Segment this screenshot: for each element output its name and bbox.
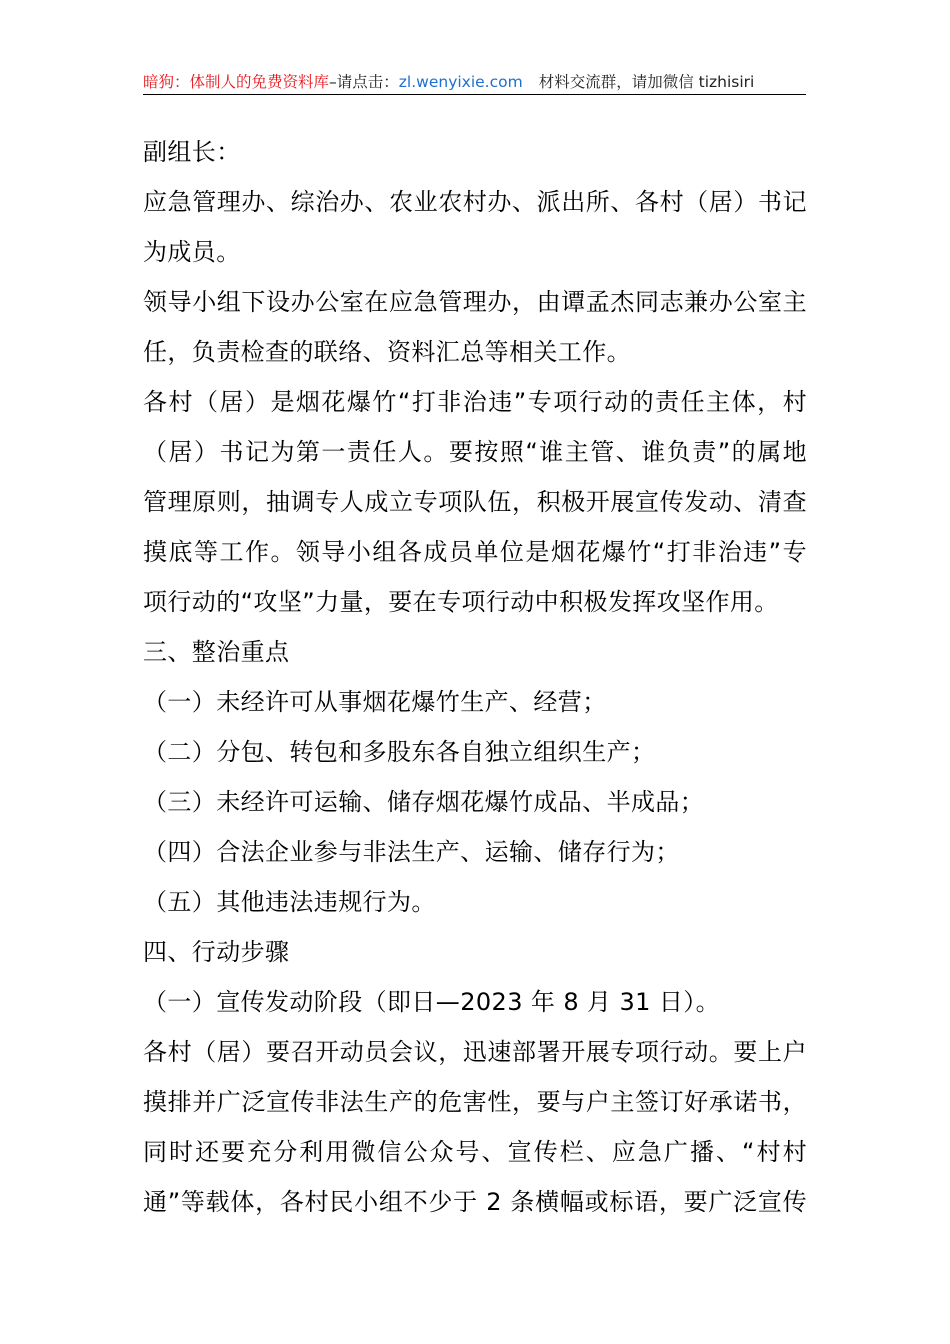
text-line: 各村（居）要召开动员会议，迅速部署开展专项行动。要上户 xyxy=(143,1038,807,1066)
list-item: （四）合法企业参与非法生产、运输、储存行为； xyxy=(143,838,680,866)
text-line: 领导小组下设办公室在应急管理办，由谭孟杰同志兼办公室主 xyxy=(143,288,807,316)
text-line: 任，负责检查的联络、资料汇总等相关工作。 xyxy=(143,338,631,366)
header-contact: 材料交流群，请加微信 tizhisiri xyxy=(538,73,755,91)
text-line: 应急管理办、综治办、农业农村办、派出所、各村（居）书记 xyxy=(143,188,807,216)
text-line: 同时还要充分利用微信公众号、宣传栏、应急广播、“村村 xyxy=(143,1138,807,1166)
header-brand: 暗狗：体制人的免费资料库 xyxy=(143,73,330,91)
section-heading: 四、行动步骤 xyxy=(143,938,290,966)
text-line: （居）书记为第一责任人。要按照“谁主管、谁负责”的属地 xyxy=(143,438,807,466)
page-header xyxy=(143,70,806,95)
text-line: 摸排并广泛宣传非法生产的危害性，要与户主签订好承诺书， xyxy=(143,1088,807,1116)
text-line: 为成员。 xyxy=(143,238,241,266)
list-item: （五）其他违法违规行为。 xyxy=(143,888,436,916)
text-line: 项行动的“攻坚”力量，要在专项行动中积极发挥攻坚作用。 xyxy=(143,588,779,616)
document-body xyxy=(143,127,807,1227)
subsection-heading: （一）宣传发动阶段（即日—2023 年 8 月 31 日）。 xyxy=(143,988,721,1016)
header-click-prefix: –请点击： xyxy=(329,73,399,91)
list-item: （二）分包、转包和多股东各自独立组织生产； xyxy=(143,738,656,766)
text-line: 管理原则，抽调专人成立专项队伍，积极开展宣传发动、清查 xyxy=(143,488,807,516)
text-line: 通”等载体，各村民小组不少于 2 条横幅或标语，要广泛宣传 xyxy=(143,1188,807,1216)
text-line: 摸底等工作。领导小组各成员单位是烟花爆竹“打非治违”专 xyxy=(143,538,807,566)
text-line: 副组长： xyxy=(143,138,241,166)
list-item: （三）未经许可运输、储存烟花爆竹成品、半成品； xyxy=(143,788,705,816)
text-line: 各村（居）是烟花爆竹“打非治违”专项行动的责任主体，村 xyxy=(143,388,807,416)
list-item: （一）未经许可从事烟花爆竹生产、经营； xyxy=(143,688,607,716)
header-link[interactable]: zl.wenyixie.com xyxy=(398,73,523,91)
section-heading: 三、整治重点 xyxy=(143,638,290,666)
